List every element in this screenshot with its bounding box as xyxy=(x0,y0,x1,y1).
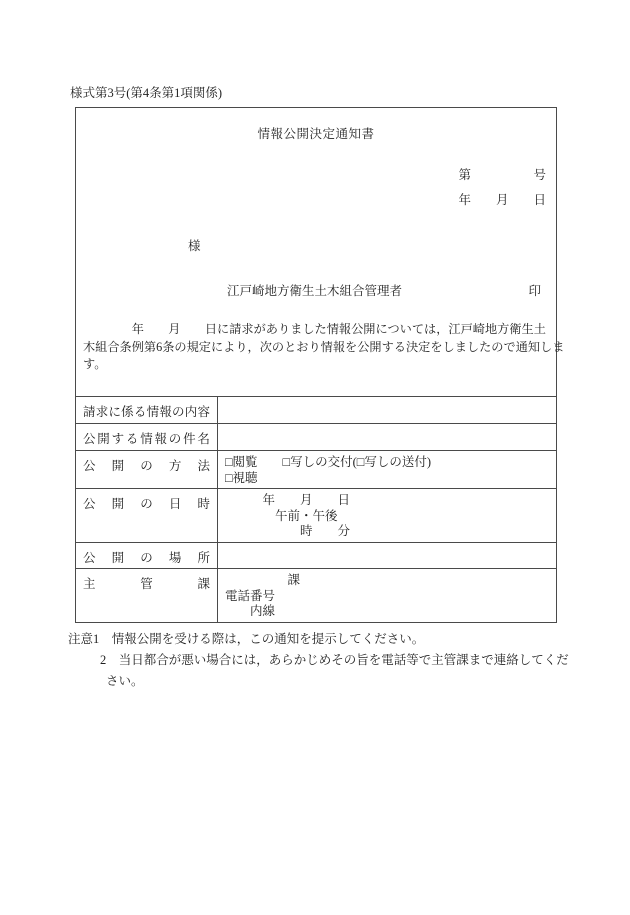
details-table xyxy=(76,396,556,622)
notice-body-paragraph xyxy=(83,321,565,374)
document-date-line: 年 月 日 xyxy=(458,193,546,207)
notice-border-box xyxy=(75,107,565,623)
table-row-requested-info xyxy=(76,397,556,423)
row-value-disclosure-method xyxy=(218,451,556,488)
row-value-disclosure-datetime xyxy=(218,489,556,542)
body-line: 年 月 日に請求がありました情報公開については，江戸崎地方衛生土 xyxy=(83,322,546,336)
row-label-disclosure-place: 公 開 の 場 所 xyxy=(76,543,218,568)
row-value-responsible-section xyxy=(218,569,556,622)
method-checkbox-line: □視聴 xyxy=(225,470,258,485)
addressee-honorific: 様 xyxy=(188,239,201,253)
value-line: 電話番号 xyxy=(225,588,276,603)
row-label-disclosure-datetime: 公 開 の 日 時 xyxy=(76,489,218,542)
row-label-requested-info: 請 求 に 係 る 情 報 の 内 容 xyxy=(76,397,218,423)
row-label-info-title: 公 開 す る 情 報 の 件 名 xyxy=(76,424,218,450)
issuer-name: 江戸崎地方衛生土木組合管理者 xyxy=(227,284,403,298)
body-line: す。 xyxy=(83,357,107,371)
value-line: 年 月 日 xyxy=(225,493,351,507)
value-line: 内線 xyxy=(225,604,276,618)
table-row-disclosure-place xyxy=(76,542,556,568)
value-line: 時 分 xyxy=(225,524,351,538)
row-label-disclosure-method: 公 開 の 方 法 xyxy=(76,451,218,488)
note-line: 2 当日都合が悪い場合には，あらかじめその旨を電話等で主管課まで連絡してくだ xyxy=(100,653,569,667)
table-row-disclosure-method xyxy=(76,450,556,488)
value-line: 午前・午後 xyxy=(225,508,338,523)
value-line: 課 xyxy=(225,573,301,587)
body-line: 木組合条例第6条の規定により，次のとおり情報を公開する決定をしましたので通知しま xyxy=(83,339,565,354)
document-number-line: 第 号 xyxy=(458,168,546,182)
table-row-disclosure-datetime xyxy=(76,488,556,542)
document-title: 情報公開決定通知書 xyxy=(257,127,375,141)
method-checkbox-line: □閲覧 □写しの交付(□写しの送付) xyxy=(225,455,431,469)
note-line: 注意1 情報公開を受ける際は，この通知を提示してください。 xyxy=(68,632,425,646)
note-line: さい。 xyxy=(106,674,144,688)
row-value-disclosure-place xyxy=(218,543,556,568)
row-value-requested-info xyxy=(218,397,556,423)
issuer-row xyxy=(76,281,556,297)
form-number-label: 様式第3号(第4条第1項関係) xyxy=(70,86,223,100)
table-row-responsible-section xyxy=(76,568,556,622)
row-label-responsible-section: 主 管 課 xyxy=(76,569,218,622)
seal-mark: 印 xyxy=(528,284,541,298)
row-value-info-title xyxy=(218,424,556,450)
table-row-info-title xyxy=(76,423,556,450)
